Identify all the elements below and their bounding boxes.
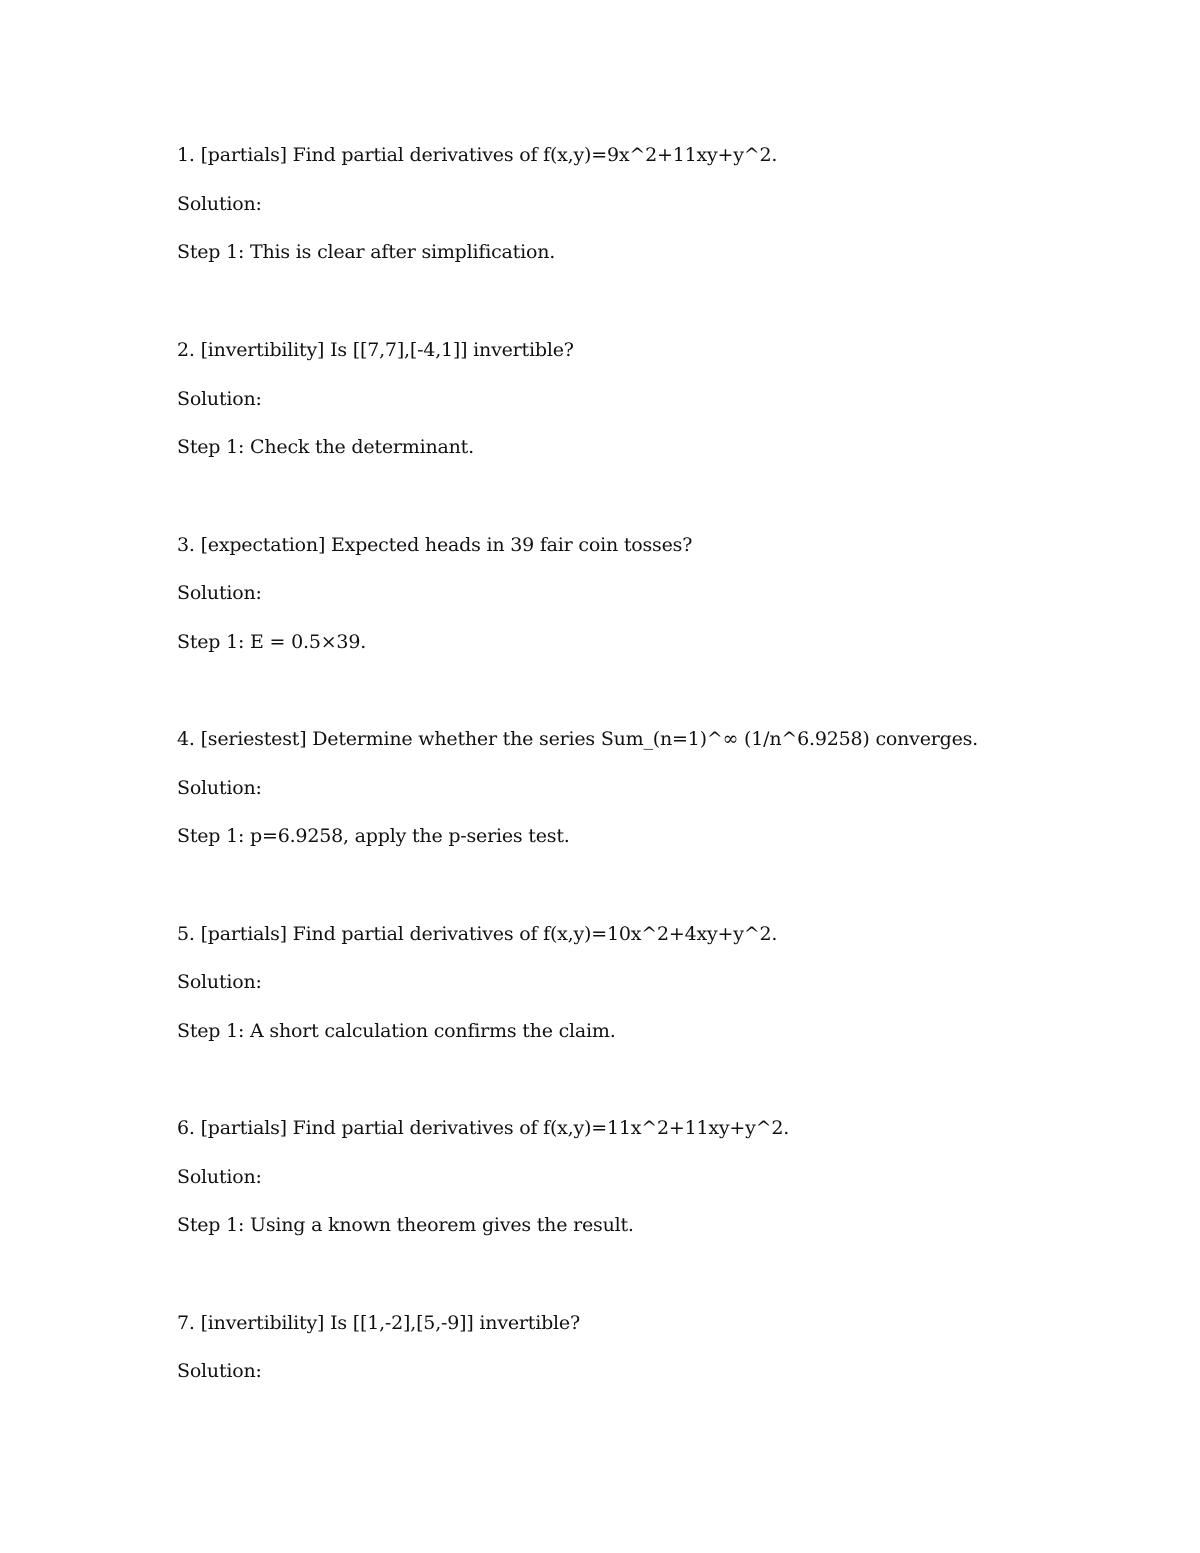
- problem-1-step: Step 1: This is clear after simplification.: [177, 241, 556, 263]
- problem-3-step: Step 1: E = 0.5×39.: [177, 631, 367, 653]
- problem-1-question: 1. [partials] Find partial derivatives of f(x,y)=9x^2+11xy+y^2.: [177, 144, 778, 166]
- problem-3-question: 3. [expectation] Expected heads in 39 fair coin tosses?: [177, 534, 693, 556]
- problem-7-solution-label: Solution:: [177, 1360, 262, 1382]
- problem-4-question: 4. [seriestest] Determine whether the series Sum_(n=1)^∞ (1/n^6.9258) converges.: [177, 728, 979, 750]
- problem-5-solution-label: Solution:: [177, 971, 262, 993]
- problem-2-solution-label: Solution:: [177, 388, 262, 410]
- problem-1-solution-label: Solution:: [177, 193, 262, 215]
- problem-2-question: 2. [invertibility] Is [[7,7],[-4,1]] invertible?: [177, 339, 574, 361]
- problem-6-solution-label: Solution:: [177, 1166, 262, 1188]
- problem-3-solution-label: Solution:: [177, 582, 262, 604]
- problem-4-step: Step 1: p=6.9258, apply the p-series test.: [177, 825, 570, 847]
- problem-6-question: 6. [partials] Find partial derivatives of f(x,y)=11x^2+11xy+y^2.: [177, 1117, 790, 1139]
- problem-4-solution-label: Solution:: [177, 777, 262, 799]
- problem-7-question: 7. [invertibility] Is [[1,-2],[5,-9]] invertible?: [177, 1312, 580, 1334]
- problem-2-step: Step 1: Check the determinant.: [177, 436, 474, 458]
- problem-6-step: Step 1: Using a known theorem gives the result.: [177, 1214, 634, 1236]
- problem-5-question: 5. [partials] Find partial derivatives of f(x,y)=10x^2+4xy+y^2.: [177, 923, 778, 945]
- problem-5-step: Step 1: A short calculation confirms the claim.: [177, 1020, 616, 1042]
